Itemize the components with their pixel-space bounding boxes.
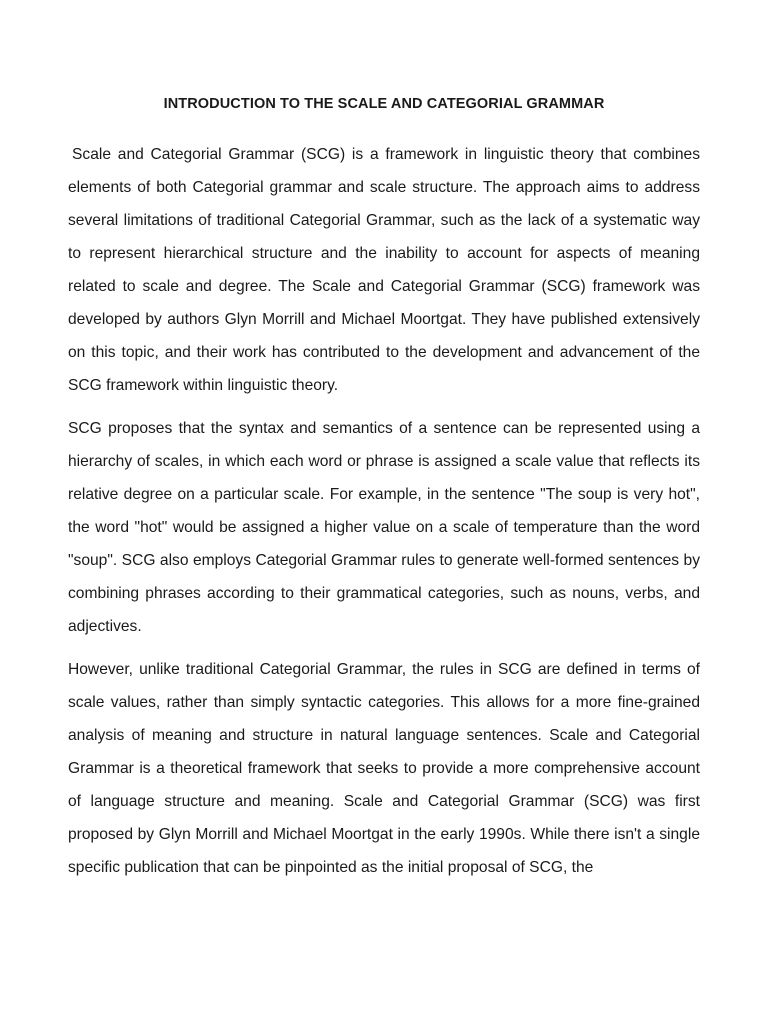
- paragraph-1: Scale and Categorial Grammar (SCG) is a framework in linguistic theory that combines elements of both Categorial grammar and scale structure. The approach aims to address several limitations of traditional Categorial Grammar, such as the lack of a systematic way to represent hierarchical structure and the inability to account for aspects of meaning related to scale and degree. The Scale and Categorial Grammar (SCG) framework was developed by authors Glyn Morrill and Michael Moortgat. They have published extensively on this topic, and their work has contributed to the development and advancement of the SCG framework within linguistic theory.: [68, 146, 700, 394]
- paragraph-3: However, unlike traditional Categorial Grammar, the rules in SCG are defined in terms of scale values, rather than simply syntactic categories. This allows for a more fine-grained analysis of meaning and structure in natural language sentences. Scale and Categorial Grammar is a theoretical framework that seeks to provide a more comprehensive account of language structure and meaning. Scale and Categorial Grammar (SCG) was first proposed by Glyn Morrill and Michael Moortgat in the early 1990s. While there isn't a single specific publication that can be pinpointed as the initial proposal of SCG, the: [68, 661, 700, 876]
- document-title: INTRODUCTION TO THE SCALE AND CATEGORIAL GRAMMAR: [163, 96, 605, 112]
- paragraph-2: SCG proposes that the syntax and semantics of a sentence can be represented using a hierarchy of scales, in which each word or phrase is assigned a scale value that reflects its relative degree on a particular scale. For example, in the sentence "The soup is very hot", the word "hot" would be assigned a higher value on a scale of temperature than the word "soup". SCG also employs Categorial Grammar rules to generate well-formed sentences by combining phrases according to their grammatical categories, such as nouns, verbs, and adjectives.: [68, 420, 700, 635]
- document-body: [68, 138, 700, 894]
